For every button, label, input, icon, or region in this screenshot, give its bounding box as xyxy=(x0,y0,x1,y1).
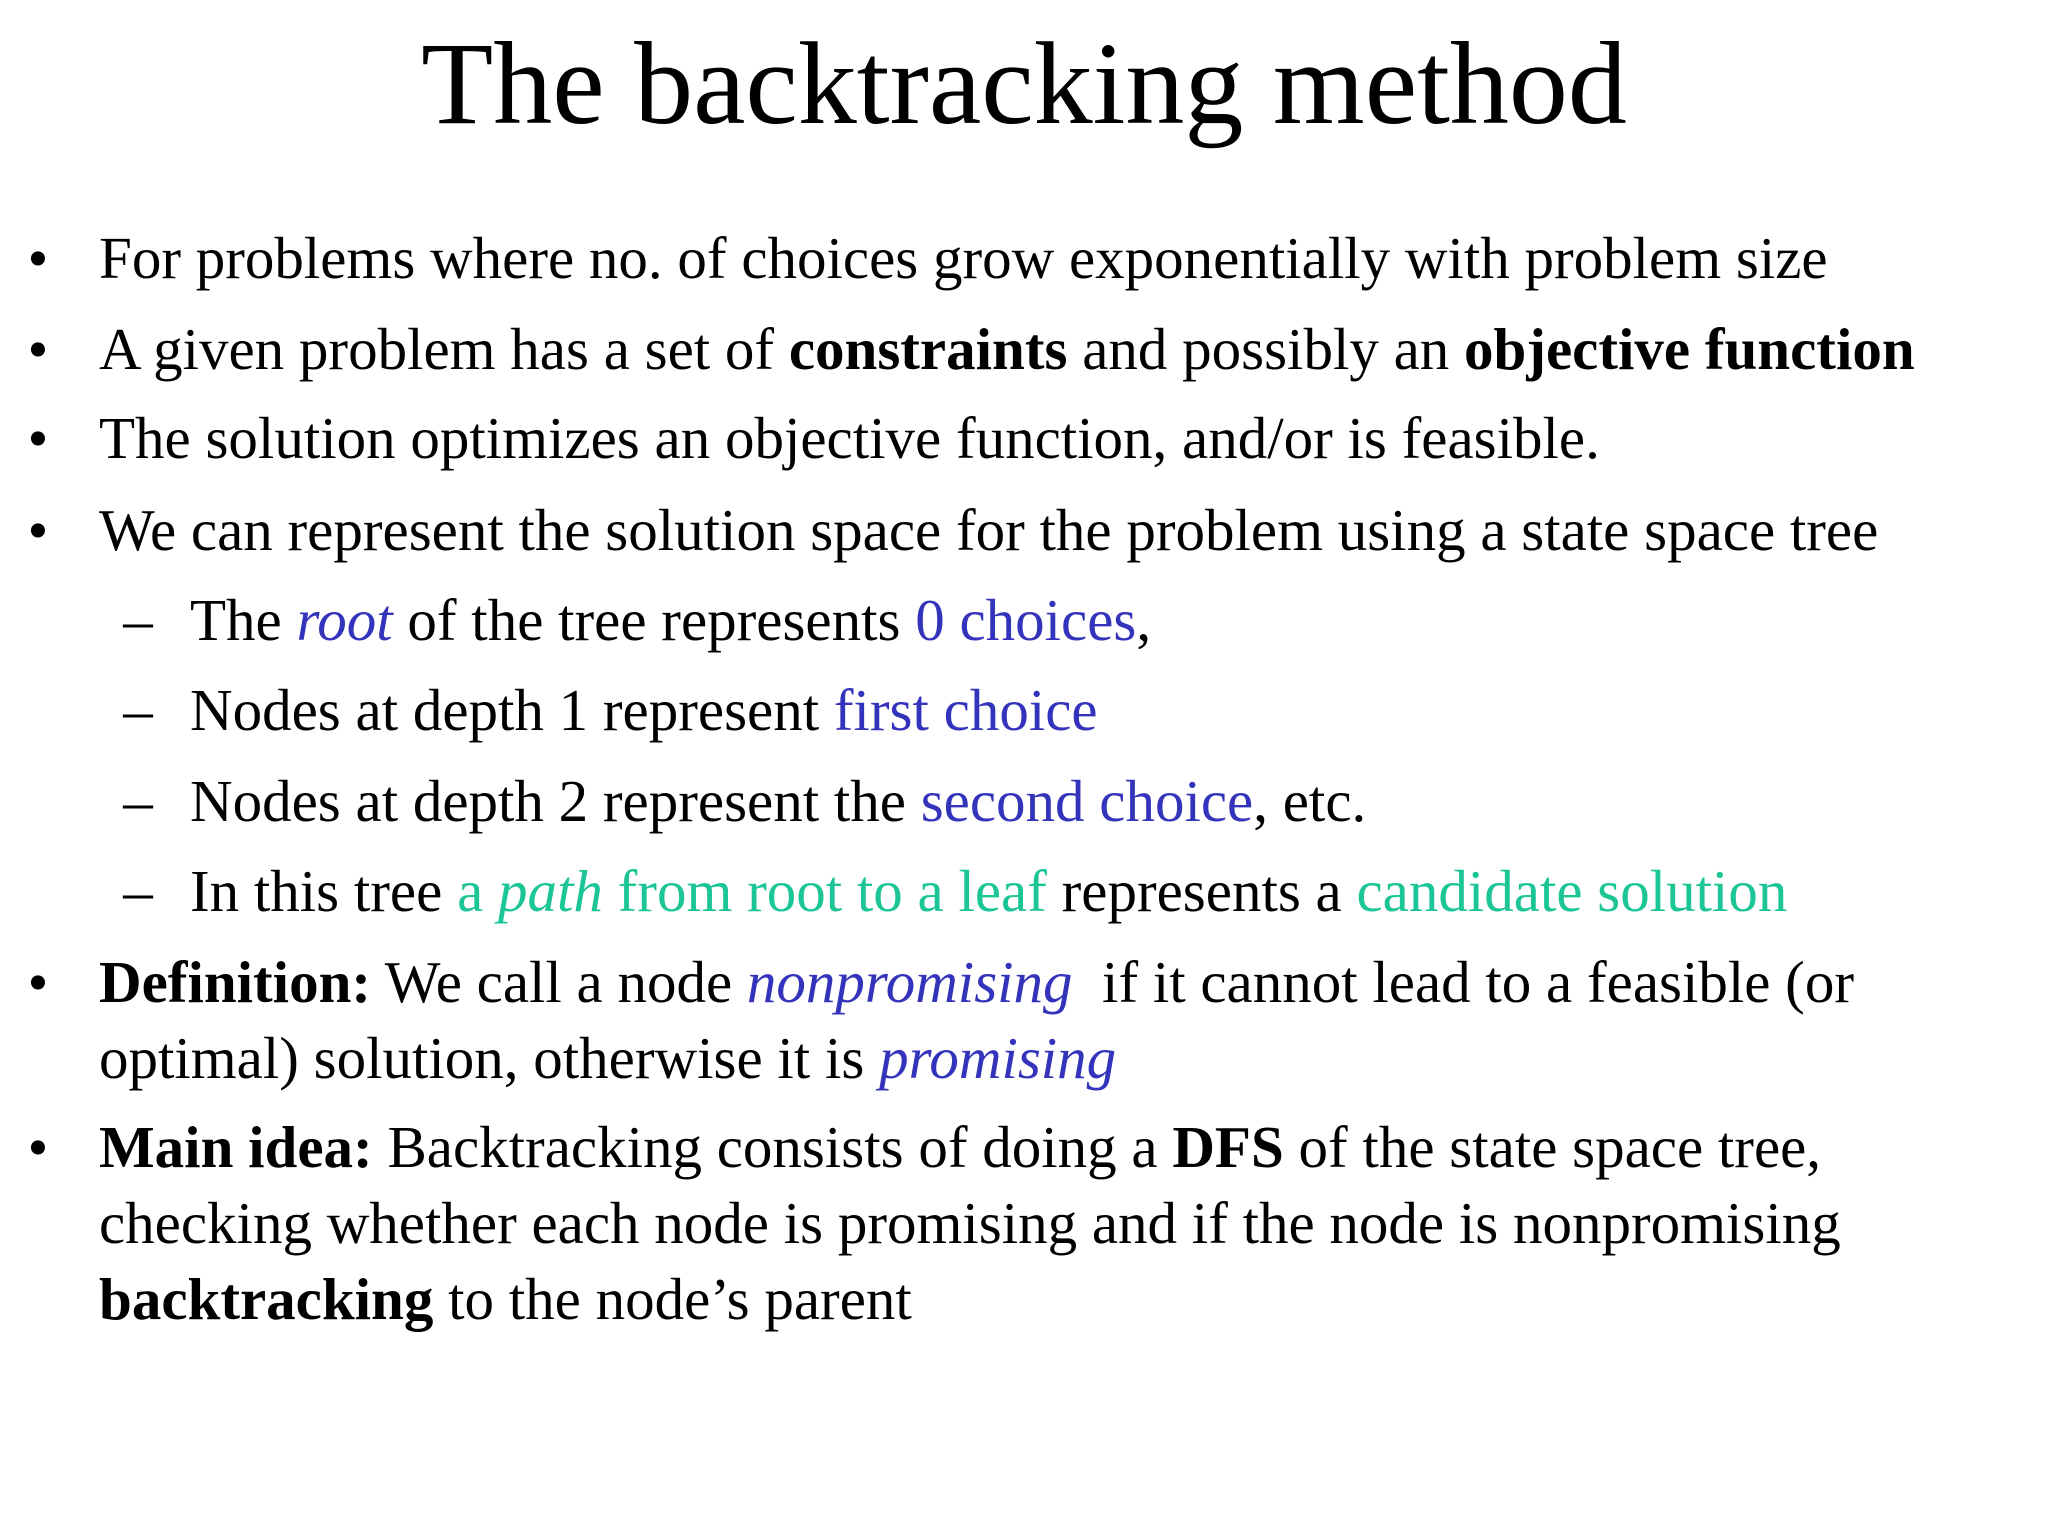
bullet-dot-icon: • xyxy=(27,405,49,471)
text-run: , xyxy=(1136,587,1152,653)
text-run: of the state space tree, xyxy=(1283,1114,1822,1180)
label-main-idea: Main idea: xyxy=(99,1114,373,1180)
text-run: We call a node xyxy=(371,949,747,1015)
term-second-choice: second choice xyxy=(920,768,1254,834)
term-promising: promising xyxy=(879,1025,1117,1091)
bullet-text xyxy=(99,1020,1116,1096)
term-zero-choices: 0 choices xyxy=(915,587,1137,653)
text-run: The xyxy=(190,587,297,653)
bullet-dot-icon: • xyxy=(27,316,49,382)
keyword-constraints: constraints xyxy=(788,316,1068,382)
bullet-dot-icon: • xyxy=(27,225,49,291)
text-run: optimal) solution, otherwise it is xyxy=(99,1025,880,1091)
term-candidate-solution: candidate solution xyxy=(1356,858,1788,924)
text-run: to the node’s parent xyxy=(433,1266,912,1332)
dash-icon: – xyxy=(123,587,153,653)
sub-text xyxy=(190,763,1366,839)
bullet-dot-icon: • xyxy=(27,1114,49,1180)
term-nonpromising: nonpromising xyxy=(746,949,1073,1015)
text-run: Nodes at depth 1 represent xyxy=(190,677,834,743)
sub-text xyxy=(190,582,1151,658)
label-definition: Definition: xyxy=(99,949,372,1015)
text-run: A given problem has a set of xyxy=(99,316,789,382)
bullet-text xyxy=(99,944,1854,1020)
keyword-backtracking: backtracking xyxy=(99,1266,434,1332)
dash-icon: – xyxy=(123,858,153,924)
slide-title: The backtracking method xyxy=(421,18,1627,149)
text-run: In this tree xyxy=(190,858,458,924)
sub-text xyxy=(190,672,1098,748)
text-run: , etc. xyxy=(1253,768,1367,834)
sub-text xyxy=(190,853,1787,929)
text-run: of the tree represents xyxy=(392,587,916,653)
keyword-dfs: DFS xyxy=(1172,1114,1284,1180)
dash-icon: – xyxy=(123,677,153,743)
bullet-text: For problems where no. of choices grow exponentially with problem size xyxy=(99,225,1828,291)
dash-icon: – xyxy=(123,768,153,834)
bullet-text xyxy=(99,1109,1821,1185)
bullet-text: checking whether each node is promising and if the node is nonpromising xyxy=(99,1190,1841,1256)
bullet-text: The solution optimizes an objective function, and/or is feasible. xyxy=(99,405,1600,471)
term-first-choice: first choice xyxy=(833,677,1098,743)
bullet-dot-icon: • xyxy=(27,497,49,563)
bullet-text xyxy=(99,311,1915,387)
term-from-root-to-leaf: from root to a leaf xyxy=(602,858,1047,924)
text-run: Backtracking consists of doing a xyxy=(372,1114,1173,1180)
bullet-text xyxy=(99,1261,912,1337)
text-run: and possibly an xyxy=(1067,316,1465,382)
term-root: root xyxy=(296,587,393,653)
bullet-dot-icon: • xyxy=(27,949,49,1015)
keyword-objective-function: objective function xyxy=(1464,316,1915,382)
text-run: Nodes at depth 2 represent the xyxy=(190,768,921,834)
term-a: a xyxy=(457,858,498,924)
text-run: represents a xyxy=(1046,858,1357,924)
text-run: if it cannot lead to a feasible (or xyxy=(1072,949,1854,1015)
term-path: path xyxy=(498,858,603,924)
bullet-text: We can represent the solution space for the problem using a state space tree xyxy=(99,497,1879,563)
